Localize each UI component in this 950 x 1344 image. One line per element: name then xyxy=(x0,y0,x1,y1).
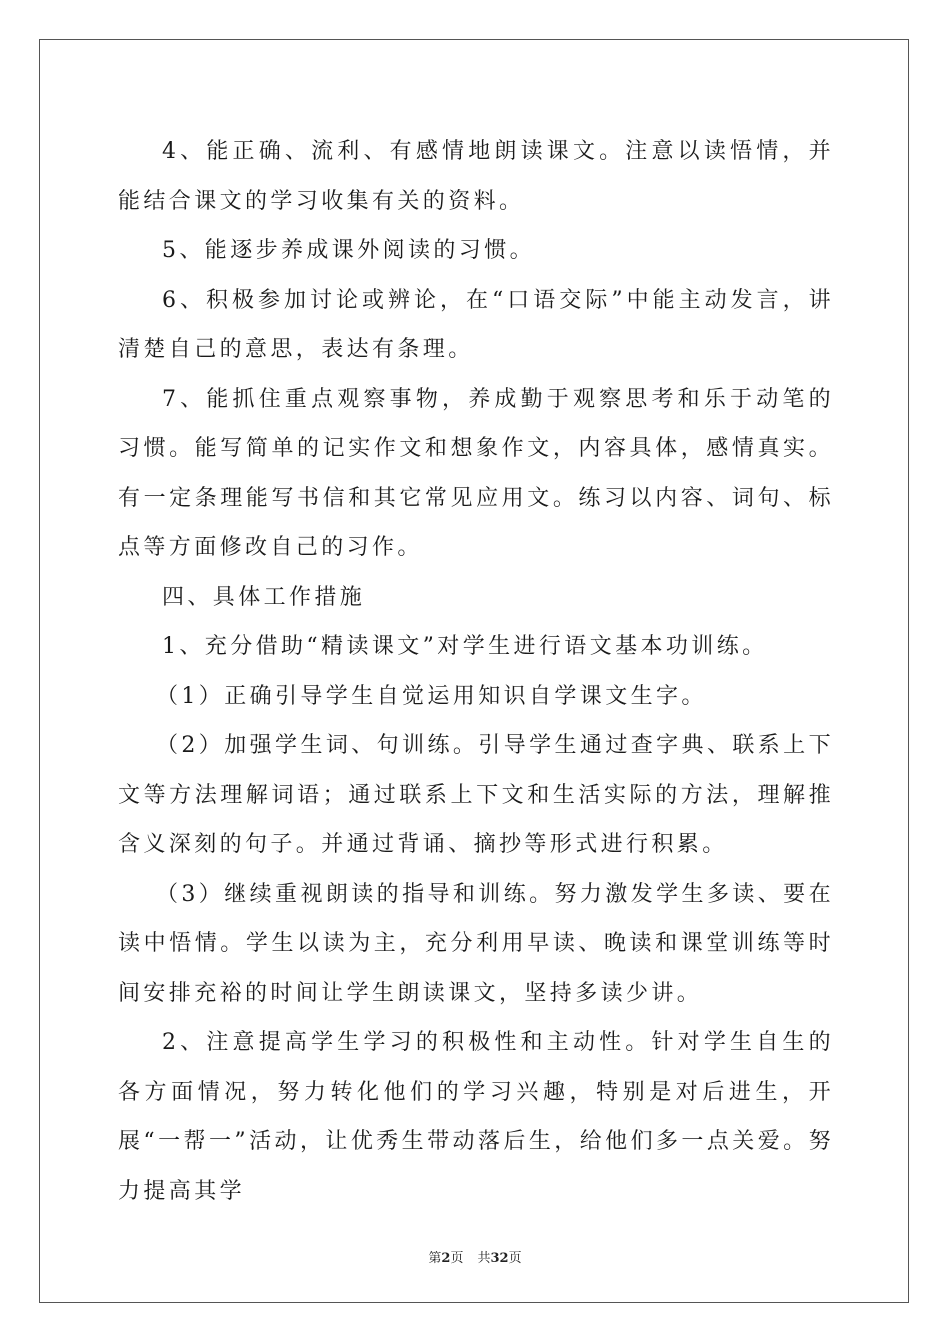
paragraph-item-4: 4、能正确、流利、有感情地朗读课文。注意以读悟情，并能结合课文的学习收集有关的资料。 xyxy=(118,139,834,214)
total-pages: 共32页 xyxy=(477,1251,522,1266)
paragraph-sub-3: （3）继续重视朗读的指导和训练。努力激发学生多读、要在读中悟情。学生以读为主，充分利用早读、晚读和课堂训练等时间安排充裕的时间让学生朗读课文，坚持多读少讲。 xyxy=(118,881,834,1006)
page-footer xyxy=(0,1247,950,1266)
page-number: 第2页 xyxy=(428,1251,464,1266)
section-heading: 四、具体工作措施 xyxy=(162,584,366,610)
paragraph-measure-2: 2、注意提高学生学习的积极性和主动性。针对学生自生的各方面情况，努力转化他们的学习兴趣，特别是对后进生，开展“一帮一”活动，让优秀生带动落后生，给他们多一点关爱。努力提高其学 xyxy=(118,1030,834,1204)
paragraph-item-5: 5、能逐步养成课外阅读的习惯。 xyxy=(162,238,535,263)
document-body xyxy=(118,127,834,1216)
paragraph-item-6: 6、积极参加讨论或辨论，在“口语交际”中能主动发言，讲清楚自己的意思，表达有条理。 xyxy=(118,287,834,362)
paragraph-sub-1: （1）正确引导学生自觉运用知识自学课文生字。 xyxy=(156,683,707,709)
paragraph-measure-1: 1、充分借助“精读课文”对学生进行语文基本功训练。 xyxy=(162,634,768,659)
paragraph-item-7: 7、能抓住重点观察事物，养成勤于观察思考和乐于动笔的习惯。能写简单的记实作文和想象作文，内容具体，感情真实。有一定条理能写书信和其它常见应用文。练习以内容、词句、标点等方面修改自己的习作。 xyxy=(118,386,834,560)
paragraph-sub-2: （2）加强学生词、句训练。引导学生通过查字典、联系上下文等方法理解词语；通过联系上下文和生活实际的方法，理解推含义深刻的句子。并通过背诵、摘抄等形式进行积累。 xyxy=(118,733,834,857)
